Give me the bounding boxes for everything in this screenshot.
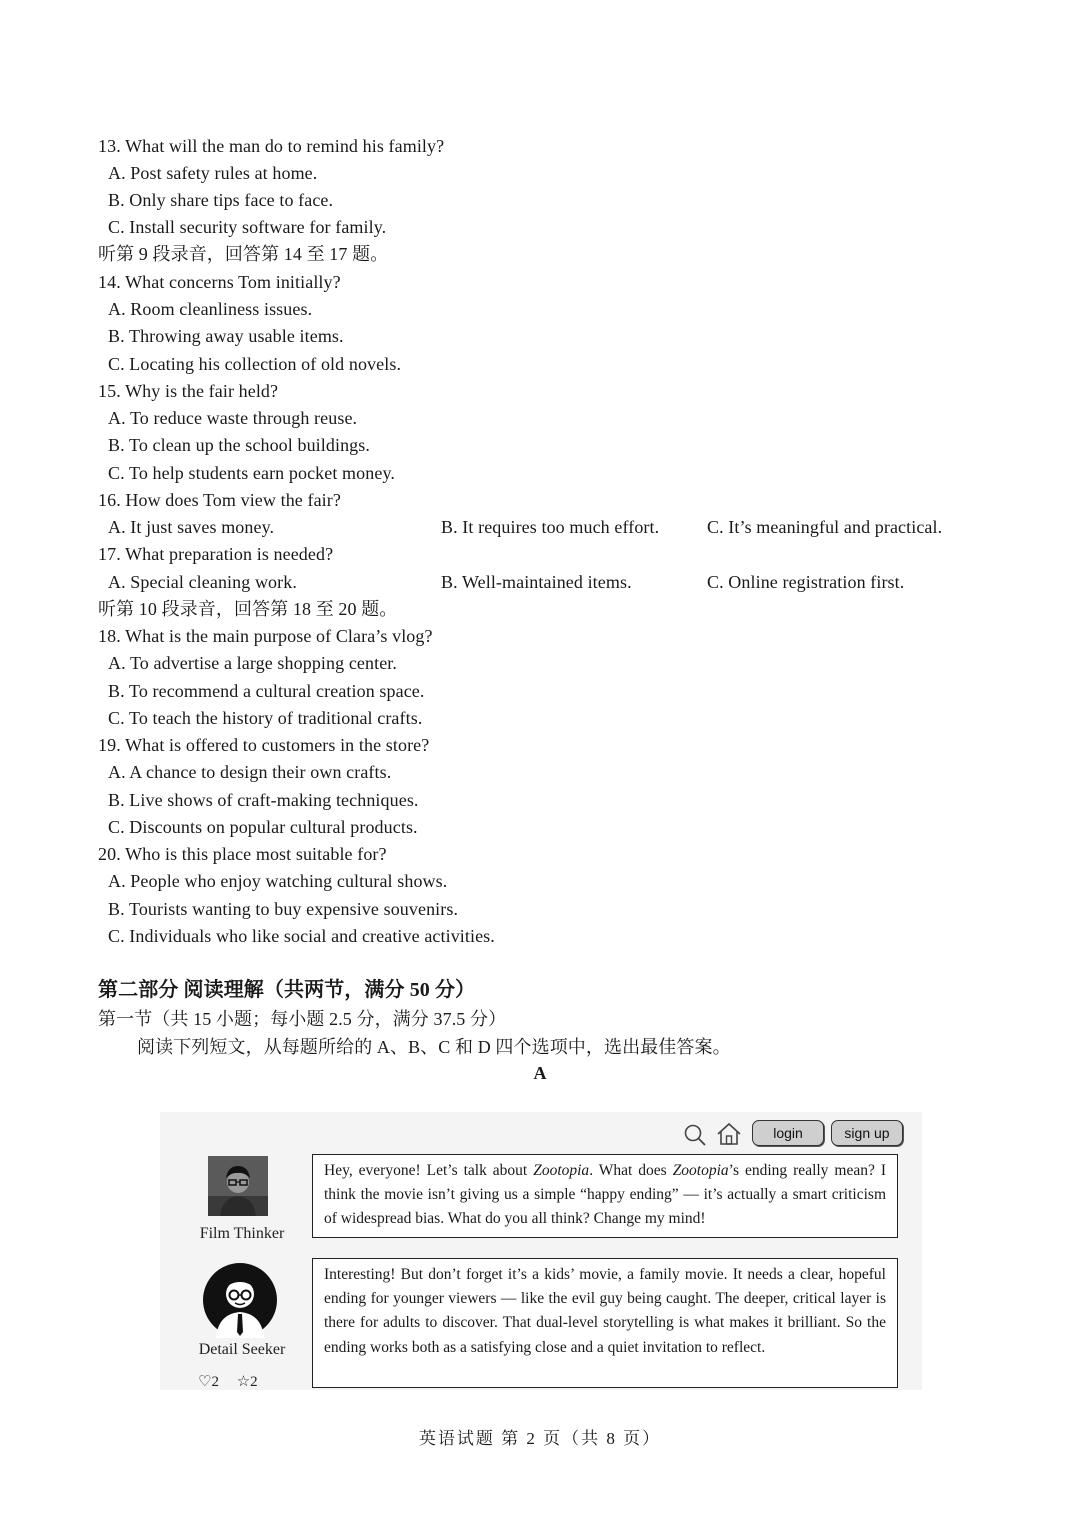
option-19a: A. A chance to design their own crafts. [108, 762, 392, 782]
reaction-bar [198, 1372, 272, 1392]
part2-instruction: 阅读下列短文，从每题所给的 A、B、C 和 D 四个选项中，选出最佳答案。 [137, 1037, 731, 1057]
star-count[interactable]: ☆2 [236, 1374, 258, 1390]
option-20b: B. Tourists wanting to buy expensive souvenirs. [108, 899, 459, 919]
post1-title-b: Zootopia [672, 1162, 729, 1179]
option-15c: C. To help students earn pocket money. [108, 463, 395, 483]
page-footer: 英语试题 第 2 页（共 8 页） [418, 1429, 662, 1448]
home-icon[interactable] [716, 1122, 742, 1146]
option-17b: B. Well-maintained items. [441, 572, 632, 592]
forum-screenshot [160, 1112, 922, 1390]
login-button[interactable]: login [752, 1120, 824, 1146]
question-16: 16. How does Tom view the fair? [98, 490, 341, 510]
part2-heading: 第二部分 阅读理解（共两节，满分 50 分） [98, 979, 476, 1001]
option-16c: C. It’s meaningful and practical. [707, 517, 943, 537]
option-17a: A. Special cleaning work. [108, 572, 297, 592]
question-14: 14. What concerns Tom initially? [98, 272, 341, 292]
option-20c: C. Individuals who like social and creative activities. [108, 926, 495, 946]
option-14c: C. Locating his collection of old novels. [108, 354, 402, 374]
option-14b: B. Throwing away usable items. [108, 326, 344, 346]
film-thinker-avatar [208, 1156, 268, 1216]
signup-button[interactable]: sign up [831, 1120, 903, 1146]
option-13c: C. Install security software for family. [108, 217, 387, 237]
search-icon[interactable] [684, 1124, 706, 1146]
film-thinker-name: Film Thinker [199, 1225, 285, 1242]
option-20a: A. People who enjoy watching cultural shows. [108, 871, 448, 891]
question-19: 19. What is offered to customers in the store? [98, 735, 430, 755]
option-15b: B. To clean up the school buildings. [108, 435, 370, 455]
film-thinker-post [312, 1154, 898, 1238]
option-19b: B. Live shows of craft-making techniques. [108, 790, 419, 810]
option-16b: B. It requires too much effort. [441, 517, 660, 537]
passage-label: A [533, 1063, 547, 1083]
option-13a: A. Post safety rules at home. [108, 163, 318, 183]
question-17: 17. What preparation is needed? [98, 544, 334, 564]
detail-seeker-post: Interesting! But don’t forget it’s a kids’ movie, a family movie. It needs a clear, hopeful ending for younger viewers — like the evil guy being caught. The deeper, critical layer is there for adults to discover. That dual-level storytelling is what makes it brilliant. So the ending works both as a satisfying close and a quiet invitation to reflect. [312, 1258, 898, 1388]
post1-text-a: Hey, everyone! Let’s talk about [324, 1162, 534, 1179]
question-13: 13. What will the man do to remind his family? [98, 136, 445, 156]
post1-text-c: ’s ending really mean? I think the movie isn’t giving us a simple “happy ending” — it’s actually a smart criticism of widespread bias. What do you all think? Change my mind! [324, 1162, 886, 1228]
post1-text-b: . What does [589, 1162, 673, 1179]
question-15: 15. Why is the fair held? [98, 381, 279, 401]
part2-section1: 第一节（共 15 小题；每小题 2.5 分，满分 37.5 分） [98, 1009, 507, 1029]
option-18b: B. To recommend a cultural creation space. [108, 681, 425, 701]
detail-seeker-name: Detail Seeker [198, 1341, 286, 1358]
question-18: 18. What is the main purpose of Clara’s vlog? [98, 626, 433, 646]
section-9-instruction: 听第 9 段录音，回答第 14 至 17 题。 [98, 244, 389, 264]
option-15a: A. To reduce waste through reuse. [108, 408, 358, 428]
option-18c: C. To teach the history of traditional crafts. [108, 708, 423, 728]
option-16a: A. It just saves money. [108, 517, 275, 537]
option-17c: C. Online registration first. [707, 572, 905, 592]
option-14a: A. Room cleanliness issues. [108, 299, 313, 319]
option-19c: C. Discounts on popular cultural products. [108, 817, 418, 837]
post1-title-a: Zootopia [533, 1162, 590, 1179]
option-18a: A. To advertise a large shopping center. [108, 653, 397, 673]
question-20: 20. Who is this place most suitable for? [98, 844, 387, 864]
like-count[interactable]: ♡2 [198, 1374, 219, 1390]
option-13b: B. Only share tips face to face. [108, 190, 334, 210]
section-10-instruction: 听第 10 段录音，回答第 18 至 20 题。 [98, 599, 398, 619]
detail-seeker-avatar [202, 1262, 278, 1338]
